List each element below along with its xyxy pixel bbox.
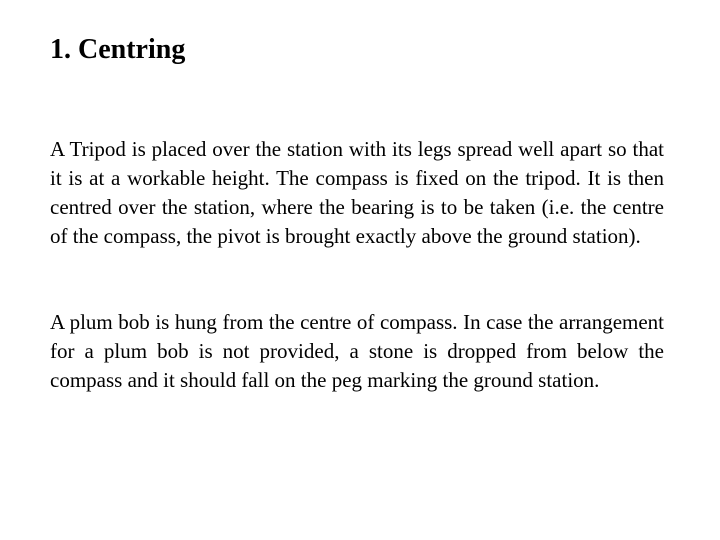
- slide-title: 1. Centring: [50, 34, 186, 65]
- paragraph-plumb-bob: A plum bob is hung from the centre of compass. In case the arrangement for a plum bob is not provided, a stone is dropped from below the compass and it should fall on the peg marking the ground station.: [50, 310, 664, 392]
- paragraph-tripod: A Tripod is placed over the station with its legs spread well apart so that it is at a workable height. The compass is fixed on the tripod. It is then centred over the station, where the bearing is to be taken (i.e. the centre of the compass, the pivot is brought exactly above the ground station).: [50, 137, 664, 248]
